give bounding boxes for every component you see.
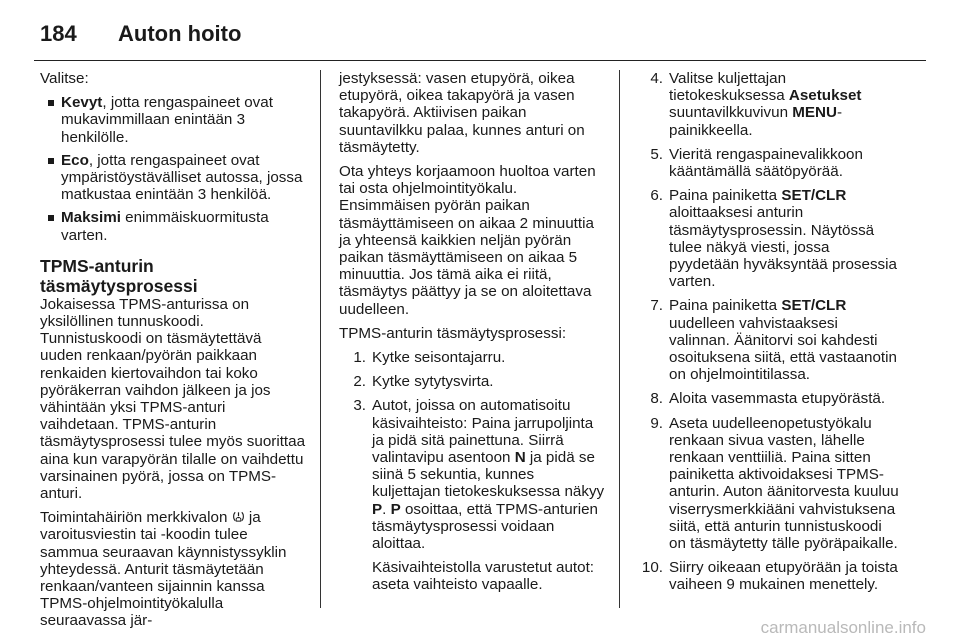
option-text: , jotta rengaspaineet ovat ympäristöystävälliset autossa, jossa matkustaa enintään 3 henkilöä. — [61, 151, 303, 204]
list-item — [40, 152, 306, 204]
column-1 — [40, 70, 306, 637]
paragraph: Ota yhteys korjaamoon huoltoa varten tai osta ohjelmointityökalu. Ensimmäisen pyörän paikan täsmäyttämiseen on aikaa 2 minuuttia ja yhteensä kaikkien neljän pyörän paikan täsmäyttämiseen on aikaa 5 minuuttia. Jos tämä aika ei riitä, täsmäytys päättyy ja se on aloitettava uudelleen. — [339, 163, 596, 318]
list-item — [40, 209, 306, 243]
step-note: Käsivaihteistolla varustetut autot: aseta vaihteisto vapaalle. — [372, 559, 595, 594]
step-text: Kytke seisontajarru. — [372, 349, 506, 367]
text-span: ja varoitusviestin tai -koodin tulee sammua seuraavan käynnistyssyklin yhteydessä. Anturit täsmäytetään renkaan/vanteen sijainnin kanssa TPMS-ohjelmointityökalulla seuraavassa jär- — [40, 509, 287, 630]
list-item — [636, 187, 902, 290]
step-number: 10. — [641, 559, 663, 577]
step-number: 8. — [650, 390, 663, 408]
step-number: 4. — [650, 70, 663, 87]
step-list — [636, 70, 902, 594]
step-text: Paina painiketta SET/CLR uudelleen vahvistaaksesi valinnan. Äänitorvi soi kahdesti osoituksena siitä, että vastaanotin on ohjelmointitilassa. — [669, 297, 897, 384]
option-text: , jotta rengaspaineet ovat mukavimmillaan enintään 3 henkilölle. — [61, 94, 273, 146]
list-item — [636, 415, 902, 553]
step-number: 3. — [353, 397, 366, 415]
heading-line: täsmäytysprosessi — [40, 275, 198, 296]
step-list — [347, 349, 605, 552]
step-text: Paina painiketta SET/CLR aloittaaksesi anturin täsmäytysprosessin. Näytössä tulee näkyä viesti, jossa pyydetään hyväksyntää prosessia varten. — [669, 187, 897, 291]
intro-text: Valitse: — [40, 70, 89, 87]
column-2 — [339, 70, 605, 601]
step-text: Vieritä rengaspainevalikkoon kääntämällä säätöpyörää. — [669, 145, 863, 181]
column-divider — [619, 70, 620, 608]
step-text: Siirry oikeaan etupyörään ja toista vaiheen 9 mukainen menettely. — [669, 559, 898, 594]
list-item — [347, 397, 605, 552]
list-item — [636, 70, 902, 139]
paragraph: Jokaisessa TPMS-anturissa on yksilöllinen tunnuskoodi. Tunnistuskoodi on täsmäytettävä uuden renkaan/pyörän paikkaan renkaiden kiertovaihdon tai koko pyöräkerran vaihdon jälkeen ja jos vähintään yksi TPMS-anturi vaihdetaan. TPMS-anturin täsmäytysprosessi tulee myös suorittaa aina kun varapyörän tilalle on vaihdettu varsinainen pyörä, jossa on TPMS-anturi. — [40, 295, 306, 503]
column-divider — [320, 70, 321, 608]
list-item — [636, 146, 902, 180]
step-number: 9. — [650, 414, 663, 432]
step-number: 1. — [353, 349, 366, 367]
option-text: enimmäiskuormitusta varten. — [61, 209, 269, 244]
step-text: Valitse kuljettajan tietokeskuksessa Asetukset suuntavilkkuvivun MENU-painikkeella. — [669, 70, 862, 139]
watermark: carmanualsonline.info — [760, 618, 926, 637]
step-text: Aseta uudelleenopetustyökalu renkaan sivua vasten, lähelle renkaan venttiiliä. Paina sitten painiketta aktivoidaksesi TPMS-anturin. Auton äänitorvesta kuuluu viserrysmerkkiääni vahvistuksena siitä, että anturin tunnistuskoodi on täsmäytetty tälle pyöräpaikalle. — [669, 414, 899, 553]
list-item — [636, 390, 902, 407]
option-name: Eco — [61, 151, 89, 169]
step-number: 2. — [353, 373, 366, 391]
step-text: Kytke sytytysvirta. — [372, 373, 494, 391]
step-number: 7. — [650, 297, 663, 315]
list-item — [347, 373, 605, 390]
list-item — [40, 94, 306, 146]
paragraph — [40, 509, 306, 629]
column-3 — [636, 70, 902, 601]
list-item — [636, 559, 902, 593]
paragraph: jestyksessä: vasen etupyörä, oikea etupyörä, oikea takapyörä ja vasen takapyörä. Aktiivisen paikan suuntavilkku palaa, kunnes anturi on täsmäytetty. — [339, 70, 585, 156]
step-number: 5. — [650, 145, 663, 163]
step-text: Autot, joissa on automatisoitu käsivaihteisto: Paina jarrupoljinta ja pidä sitä painettuna. Siirrä valintavipu asentoon N ja pidä se siinä 5 sekuntia, kunnes kuljettajan tietokeskuksessa näkyy P. P osoittaa, että TPMS-anturien täsmäytysprosessi voidaan aloittaa. — [372, 397, 605, 553]
header-rule — [34, 60, 926, 61]
step-number: 6. — [650, 187, 663, 205]
tpms-warning-icon — [232, 510, 245, 523]
text-span: Toimintahäiriön merkkivalon — [40, 509, 232, 527]
step-text: Aloita vasemmasta etupyörästä. — [669, 390, 886, 408]
page-number: 184 — [40, 21, 77, 46]
paragraph: TPMS-anturin täsmäytysprosessi: — [339, 324, 567, 342]
list-item — [636, 297, 902, 383]
section-heading — [40, 256, 306, 296]
page-title: Auton hoito — [118, 21, 242, 46]
option-name: Kevyt — [61, 94, 103, 112]
list-item — [347, 349, 605, 366]
page-header — [40, 14, 241, 54]
option-list — [40, 94, 306, 244]
heading-line: TPMS-anturin — [40, 255, 154, 276]
option-name: Maksimi — [61, 209, 121, 227]
